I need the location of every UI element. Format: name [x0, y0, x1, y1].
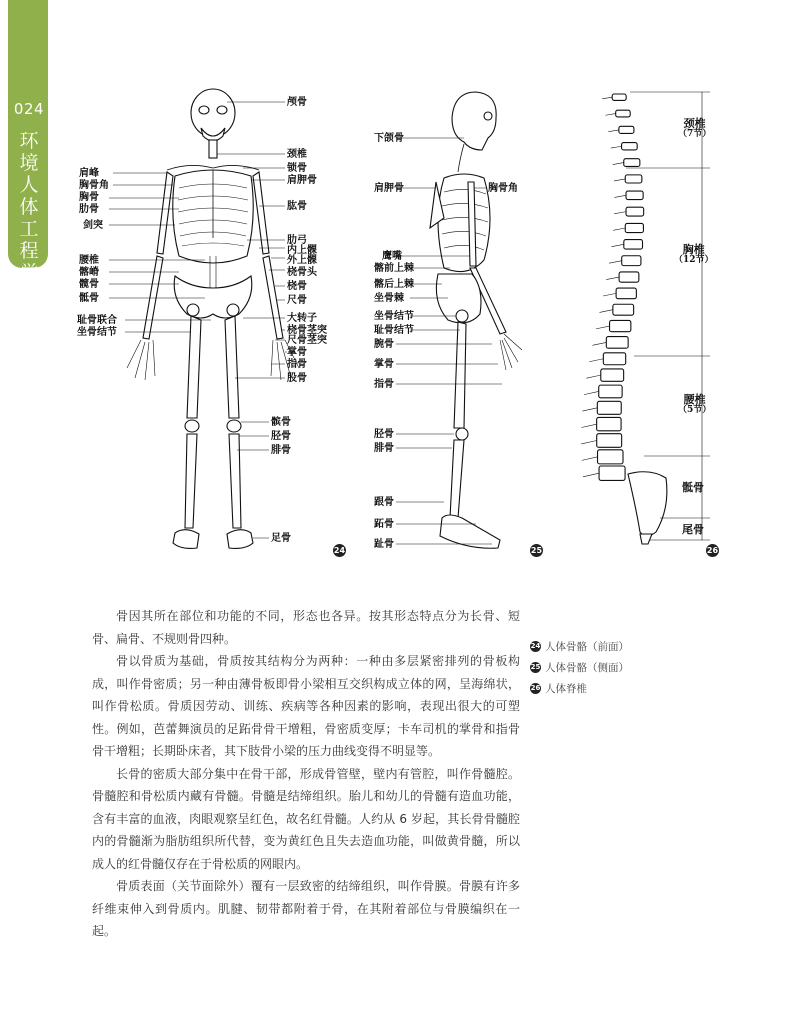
- vertebra: [613, 304, 634, 315]
- vertebra-process: [608, 130, 619, 132]
- vertebra-process: [586, 375, 600, 378]
- caption-badge: 26: [530, 684, 541, 692]
- label-costal-arch: 肋弓: [287, 235, 307, 246]
- label-radial-head: 桡骨头: [287, 267, 317, 278]
- label-metacarpal: 掌骨: [287, 347, 307, 358]
- label-foot: 足骨: [271, 533, 291, 544]
- caption-badge: 25: [530, 663, 541, 671]
- figure-badge-24: 24: [333, 546, 346, 555]
- vertebra: [603, 353, 625, 365]
- vertebra-process: [581, 424, 596, 427]
- spine-thoracic-count: （12节）: [674, 255, 714, 265]
- label-side-scapula: 肩胛骨: [374, 183, 404, 194]
- vertebra: [597, 417, 621, 430]
- label-lumbar: 腰椎: [79, 255, 99, 266]
- figure-caption: [530, 678, 730, 699]
- vertebra-process: [614, 195, 626, 197]
- vertebra-process: [582, 457, 598, 461]
- label-femur: 股骨: [287, 373, 307, 384]
- chapter-title-char: 环: [19, 130, 39, 152]
- caption-text: 人体骨骼（侧面）: [545, 662, 629, 674]
- label-tibia: 胫骨: [271, 431, 291, 442]
- skeleton-side-drawing: [372, 88, 552, 558]
- body-text: [92, 605, 520, 943]
- vertebra: [622, 256, 641, 266]
- label-mandible: 下颌骨: [374, 133, 404, 144]
- spine-label-thoracic: [674, 244, 714, 266]
- vertebra: [626, 207, 644, 216]
- body-paragraph: 骨质表面（关节面除外）覆有一层致密的结缔组织，叫作骨膜。骨膜有许多纤维束伸入到骨质内。肌腱、韧带都附着于骨，在其附着部位与骨膜编织在一起。: [92, 879, 520, 938]
- figure-caption: [530, 636, 730, 657]
- body-paragraph: 骨以骨质为基础，骨质按其结构分为两种：一种由多层紧密排列的骨板构成，叫作骨密质；另一种由薄骨板即骨小梁相互交织构成立体的网，呈海绵状，叫作骨松质。骨质因劳动、训练、疾病等各种因素的影响，表现出很大的可塑性。例如，芭蕾舞演员的足跖骨骨干增粗，骨密质变厚；卡车司机的掌骨和指骨骨干增粗；长期卧床者，其下肢骨小梁的压力曲线变得不明显等。: [92, 654, 520, 758]
- label-pubic-tubercle: 耻骨结节: [374, 325, 414, 336]
- figure-badge-26: 26: [706, 546, 719, 555]
- vertebra-process: [614, 212, 626, 214]
- vertebra: [619, 272, 639, 282]
- spine-label-coccyx: 尾骨: [682, 523, 704, 536]
- label-toe: 趾骨: [374, 539, 394, 550]
- label-asis: 髂前上棘: [374, 263, 414, 274]
- chapter-title-char: 体: [19, 196, 39, 218]
- label-medial-epicondyle: 内上髁: [287, 245, 317, 256]
- label-psis: 髂后上棘: [374, 279, 414, 290]
- label-skull: 颅骨: [287, 97, 307, 108]
- vertebra-process: [602, 97, 612, 99]
- label-ulnar-styloid: 尺骨茎突: [287, 335, 327, 346]
- vertebra-process: [614, 179, 625, 181]
- vertebra: [598, 450, 623, 464]
- label-calcaneus: 跟骨: [374, 497, 394, 508]
- label-side-phalanx: 指骨: [374, 379, 394, 390]
- chapter-title-char: 学: [19, 262, 39, 284]
- figure-skeleton-front: [75, 88, 355, 558]
- vertebra: [625, 223, 643, 232]
- vertebra-process: [592, 342, 606, 345]
- vertebra: [624, 159, 640, 167]
- vertebra-process: [609, 261, 622, 263]
- vertebra: [601, 369, 624, 381]
- vertebra: [606, 337, 628, 349]
- label-fibula: 腓骨: [271, 445, 291, 456]
- vertebra: [619, 126, 634, 133]
- label-xiphoid: 剑突: [83, 220, 103, 231]
- vertebra: [626, 191, 643, 199]
- figure-captions: [530, 636, 730, 699]
- spine-drawing: [570, 88, 730, 558]
- vertebra-process: [611, 146, 622, 148]
- caption-text: 人体骨骼（前面）: [545, 641, 629, 653]
- label-humerus: 肱骨: [287, 201, 307, 212]
- vertebra: [624, 240, 643, 250]
- vertebra-process: [581, 441, 596, 444]
- label-side-sternal-angle: 胸骨角: [488, 183, 518, 194]
- label-cervical: 颈椎: [287, 149, 307, 160]
- vertebra: [616, 288, 636, 299]
- label-ischial-spine: 坐骨棘: [374, 293, 404, 304]
- vertebra: [625, 175, 642, 183]
- label-patella: 髌骨: [271, 417, 291, 428]
- spine-label-sacrum: 骶骨: [682, 481, 704, 494]
- label-iliac-crest: 髂嵴: [79, 267, 99, 278]
- caption-text: 人体脊椎: [545, 683, 587, 695]
- spine-lumbar-name: 腰椎: [683, 393, 706, 406]
- vertebra: [622, 143, 638, 150]
- body-paragraph: 骨因其所在部位和功能的不同，形态也各异。按其形态特点分为长骨、短骨、扁骨、不规则骨四种。: [92, 609, 520, 646]
- vertebra: [599, 385, 622, 398]
- label-pubic-symphysis: 耻骨联合: [77, 315, 117, 326]
- vertebra-process: [611, 244, 623, 246]
- label-sacrum: 骶骨: [79, 293, 99, 304]
- figure-spine: [570, 88, 730, 558]
- chapter-title: [18, 130, 40, 284]
- label-scapula: 肩胛骨: [287, 175, 317, 186]
- label-phalanx: 指骨: [287, 359, 307, 370]
- chapter-title-char: 工: [19, 218, 39, 240]
- vertebra-process: [584, 391, 599, 394]
- chapter-title-char: 人: [19, 174, 39, 196]
- vertebra-process: [596, 326, 610, 329]
- label-clavicle: 锁骨: [287, 163, 307, 174]
- vertebra: [616, 110, 631, 117]
- chapter-title-char: 程: [19, 240, 39, 262]
- vertebra-process: [599, 310, 612, 313]
- label-olecranon: 鹰嘴: [382, 251, 402, 262]
- label-side-ischial-tuberosity: 坐骨结节: [374, 311, 414, 322]
- vertebra: [597, 401, 621, 414]
- vertebra: [599, 466, 625, 480]
- figure-skeleton-side: [372, 88, 552, 558]
- label-side-tibia: 胫骨: [374, 429, 394, 440]
- chapter-title-char: 境: [19, 152, 39, 174]
- vertebra-process: [603, 293, 616, 296]
- label-side-fibula: 腓骨: [374, 443, 394, 454]
- label-carpal: 腕骨: [374, 339, 394, 350]
- label-radial-styloid: 桡骨茎突: [287, 325, 327, 336]
- vertebra: [610, 320, 631, 331]
- spine-label-lumbar: [678, 394, 711, 416]
- vertebra-process: [589, 359, 603, 362]
- label-metatarsal: 跖骨: [374, 519, 394, 530]
- vertebra-process: [583, 473, 599, 477]
- spine-cervical-count: （7节）: [678, 129, 712, 139]
- label-lateral-epicondyle: 外上髁: [287, 255, 317, 266]
- body-paragraph: 长骨的密质大部分集中在骨干部，形成骨管壁，壁内有管腔，叫作骨髓腔。骨髓腔和骨松质内藏有骨髓。骨髓是结缔组织。胎儿和幼儿的骨髓有造血功能，含有丰富的血液，肉眼观察呈红色，故名红骨髓。人约从 6 岁起，其长骨骨髓腔内的骨髓渐为脂肪组织所代替，变为黄红色且失去造血功能，叫做黄骨髓，所以成人的红骨髓仅存在于骨松质的网眼内。: [92, 766, 520, 871]
- vertebra-process: [613, 163, 624, 165]
- spine-cervical-name: 颈椎: [683, 117, 706, 130]
- vertebra-process: [605, 114, 615, 116]
- label-greater-trochanter: 大转子: [287, 313, 317, 324]
- label-ischial-tuberosity: 坐骨结节: [77, 327, 117, 338]
- figure-badge-25: 25: [530, 546, 543, 555]
- figure-caption: [530, 657, 730, 678]
- caption-badge: 24: [530, 642, 541, 650]
- label-sternal-angle: 胸骨角: [79, 180, 109, 191]
- vertebra-process: [613, 228, 625, 230]
- page-number: 024: [13, 100, 45, 118]
- vertebra-process: [606, 277, 619, 280]
- vertebra-process: [582, 408, 597, 411]
- label-rib: 肋骨: [79, 204, 99, 215]
- label-ulna: 尺骨: [287, 295, 307, 306]
- spine-thoracic-name: 胸椎: [682, 243, 705, 256]
- label-acromion: 肩峰: [79, 168, 99, 179]
- vertebra: [597, 434, 622, 448]
- label-radius: 桡骨: [287, 281, 307, 292]
- vertebra: [612, 94, 626, 100]
- label-side-metacarpal: 掌骨: [374, 359, 394, 370]
- spine-label-cervical: [678, 118, 711, 140]
- label-sternum: 胸骨: [79, 192, 99, 203]
- spine-lumbar-count: （5节）: [678, 405, 712, 415]
- label-ilium: 髋骨: [79, 279, 99, 290]
